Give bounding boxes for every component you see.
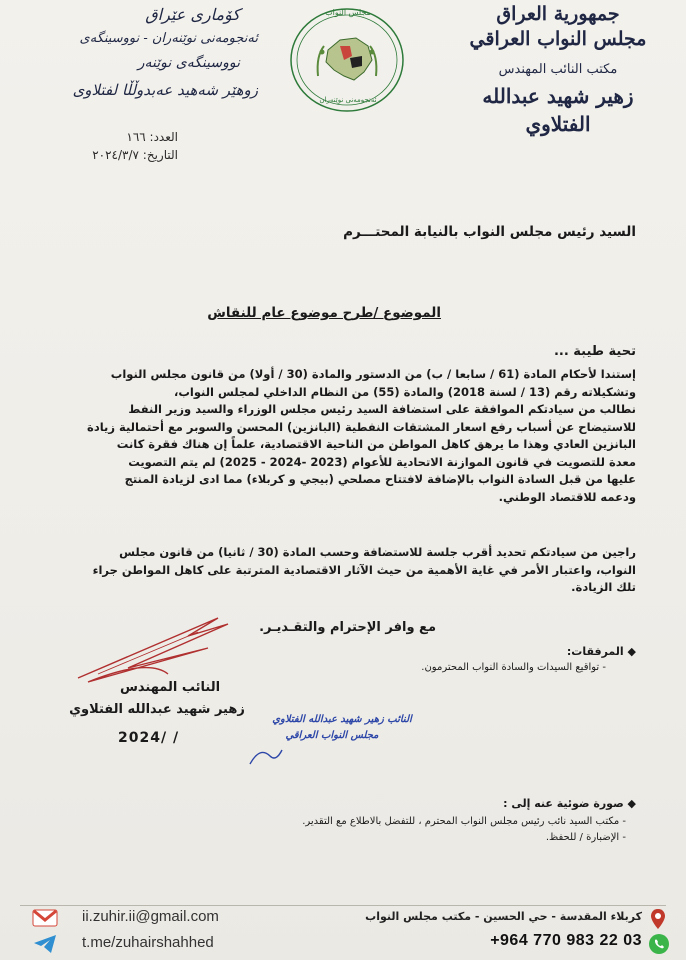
header-kurdish-office: نووسینگەی نوێنەر	[137, 55, 240, 71]
footer-email[interactable]: ii.zuhir.ii@gmail.com	[82, 908, 219, 925]
body-line: عليها من قبل السادة النواب بالإضافة لافتتاح مصلحي (بيجي و كربلاء) مما ادى لزيادة المنتج	[124, 472, 636, 486]
header-office: مكتب النائب المهندس	[498, 62, 618, 77]
addressee: السيد رئيس مجلس النواب بالنيابة المحتـــرم	[343, 224, 636, 240]
footer-phone[interactable]: +964 770 983 22 03	[490, 932, 642, 949]
header-mp-name: زهير شهيد عبدالله الفتلاوي	[482, 84, 634, 136]
header-council: مجلس النواب العراقي	[469, 28, 647, 50]
location-pin-icon	[650, 908, 666, 930]
bullet-diamond-icon: ◆	[623, 797, 636, 810]
body-line: ودعمه للاقتصاد الوطني.	[498, 489, 636, 504]
header-kurdish-name: زوهێر شەهید عەبدوڵڵا لفتلاوی	[72, 81, 258, 99]
stamp-scribble	[246, 742, 286, 770]
letter-date: التاريخ: ٢٠٢٤/٣/٧	[92, 148, 178, 162]
closing-regards: مع وافر الإحترام والتقـديـر.	[259, 620, 436, 635]
reference-block	[28, 128, 178, 164]
body-line: وتشكيلاته رقم (13 / لسنة 2018) والمادة (55) من النظام الداخلي لمجلس النواب،	[173, 384, 636, 399]
emblem-bottom-text: ئەنجومەنی نوێنەران	[319, 96, 377, 104]
header-right	[458, 2, 658, 138]
body-line: البانزين العادي وهذا ما يرهق كاهل المواطن من الناحية الاقتصادية، علماً إن هناك فقرة كانت	[116, 437, 636, 451]
copies-item: - الإضبارة / للحفظ.	[545, 832, 626, 843]
body-line: النواب، واعتبار الأمر في غاية الأهمية من حيث الآثار الاقتصادية المترتبة على كاهل المواطن جراء	[92, 562, 636, 577]
footer-telegram[interactable]: t.me/zuhairshahhed	[82, 934, 214, 951]
body-line: معدة للتصويت في قانون الموازنة الاتحادية للأعوام (2023 -2024 - 2025) لم يتم التصويت	[128, 454, 636, 469]
handwritten-signature	[68, 608, 238, 688]
gmail-icon	[32, 908, 58, 928]
header-country: جمهورية العراق	[496, 3, 620, 25]
copies-list	[186, 814, 626, 846]
signature-date: 2024/ /	[118, 730, 180, 746]
header-left	[18, 4, 258, 102]
attachments-heading: ◆ المرفقات:	[566, 645, 636, 658]
body-line: تلك الزيادة.	[571, 580, 636, 594]
subject: الموضوع /طرح موضوع عام للنقاش	[207, 305, 441, 321]
body-line: راجين من سيادتكم تحديد أقرب جلسة للاستضافة وحسب المادة (30 / ثانيا) من قانون مجلس	[119, 545, 636, 559]
body-paragraph-1	[24, 366, 636, 506]
whatsapp-icon	[648, 933, 670, 955]
copies-item: - مكتب السيد نائب رئيس مجلس النواب المحترم ، للتفضل بالاطلاع مع التقدير.	[302, 816, 626, 827]
body-line: إستندا لأحكام المادة (61 / سابعا / ب) من الدستور والمادة (30 / أولا) من قانون مجلس النواب	[110, 367, 636, 381]
greeting: تحية طيبة ...	[553, 344, 636, 359]
body-paragraph-2	[24, 544, 636, 597]
header-kurdish-country: کۆماری عێراق	[145, 5, 240, 24]
stamp-line-2: مجلس النواب العراقي	[285, 730, 379, 741]
copies-heading: ◆ صورة ضوئية عنه إلى :	[503, 797, 636, 810]
telegram-icon	[32, 933, 58, 955]
body-line: للاستيضاح عن أسباب رفع اسعار المشتقات النفطية (البانزين) المحسن والسوبر مع أحتمالية زيادة	[87, 419, 636, 434]
body-line: نطالب من سيادتكم الموافقة على استضافة السيد رئيس مجلس الوزراء والسيد وزير النفط	[128, 402, 636, 416]
bullet-diamond-icon: ◆	[623, 645, 636, 658]
header-kurdish-council: ئەنجومەنی نوێنەران - نووسینگەی	[79, 31, 258, 46]
footer-divider	[20, 905, 666, 906]
signature-title: النائب المهندس	[119, 680, 221, 695]
stamp-line-1: النائب زهير شهيد عبدالله الفتلاوي	[272, 714, 412, 725]
emblem-top-text: مجلس النواب	[325, 8, 371, 17]
official-stamp	[262, 712, 422, 744]
attachments-item: - تواقيع السيدات والسادة النواب المحترمون.	[421, 662, 606, 673]
signature-name: زهير شهيد عبدالله الفتلاوي	[69, 702, 245, 717]
letter-number: العدد: ١٦٦	[126, 130, 178, 144]
footer-address: كربلاء المقدسة - حي الحسين - مكتب مجلس النواب	[365, 910, 642, 923]
